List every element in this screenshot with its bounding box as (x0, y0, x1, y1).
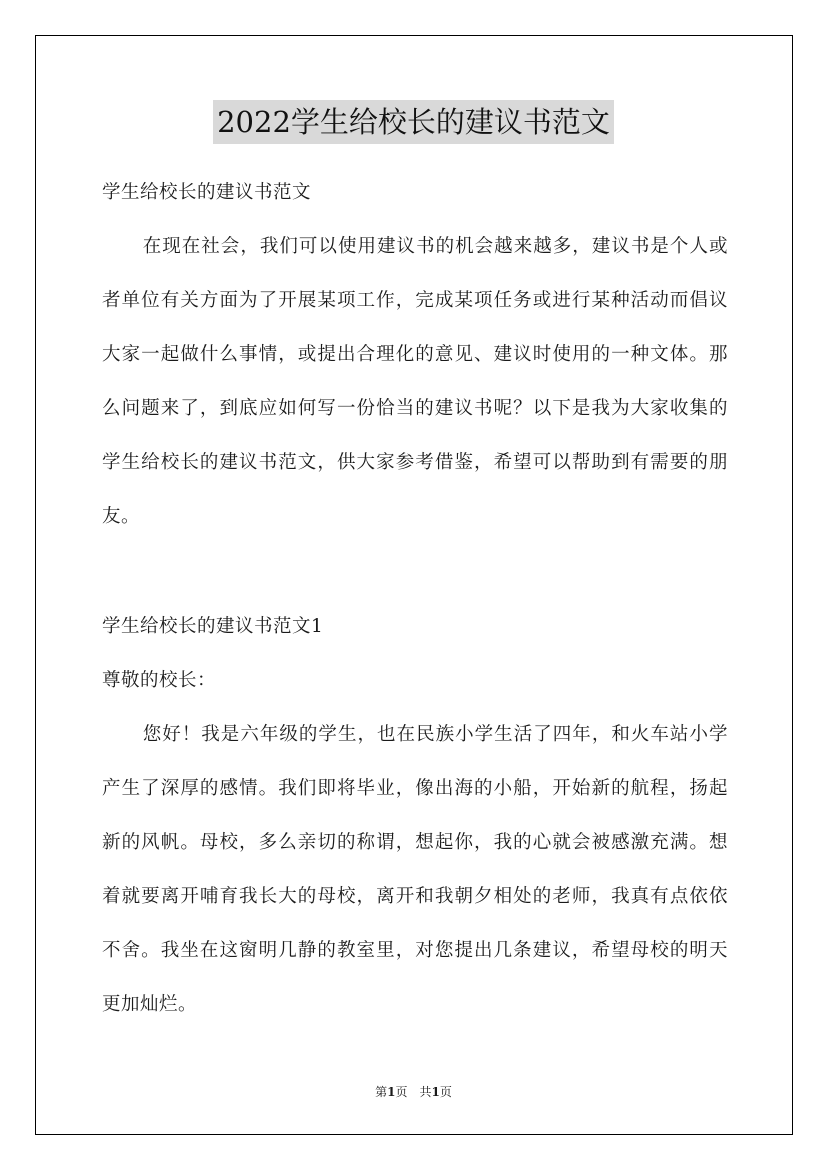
subtitle: 学生给校长的建议书范文 (102, 182, 312, 203)
footer-mid: 页 共 (395, 1085, 432, 1099)
footer-suffix: 页 (439, 1085, 452, 1099)
page-footer (0, 1084, 827, 1100)
body-paragraph: 您好！我是六年级的学生，也在民族小学生活了四年，和火车站小学产生了深厚的感情。我们即将毕业，像出海的小船，开始新的航程，扬起新的风帆。母校，多么亲切的称谓，想起你，我的心就会被感激充满。想着就要离开哺育我长大的母校，离开和我朝夕相处的老师，我真有点依依不舍。我坐在这窗明几静的教室里，对您提出几条建议，希望母校的明天更加灿烂。 (102, 724, 728, 1015)
title-container (0, 100, 827, 144)
footer-page-current: 1 (387, 1085, 396, 1099)
footer-prefix: 第 (375, 1085, 388, 1099)
section-heading: 学生给校长的建议书范文1 (102, 616, 324, 637)
intro-paragraph: 在现在社会，我们可以使用建议书的机会越来越多，建议书是个人或者单位有关方面为了开展某项工作，完成某项任务或进行某种活动而倡议大家一起做什么事情，或提出合理化的意见、建议时使用的一种文体。那么问题来了，到底应如何写一份恰当的建议书呢？以下是我为大家收集的学生给校长的建议书范文，供大家参考借鉴，希望可以帮助到有需要的朋友。 (102, 236, 728, 527)
salutation: 尊敬的校长： (102, 670, 217, 691)
footer-page-total: 1 (431, 1085, 440, 1099)
document-title: 2022学生给校长的建议书范文 (213, 100, 614, 144)
